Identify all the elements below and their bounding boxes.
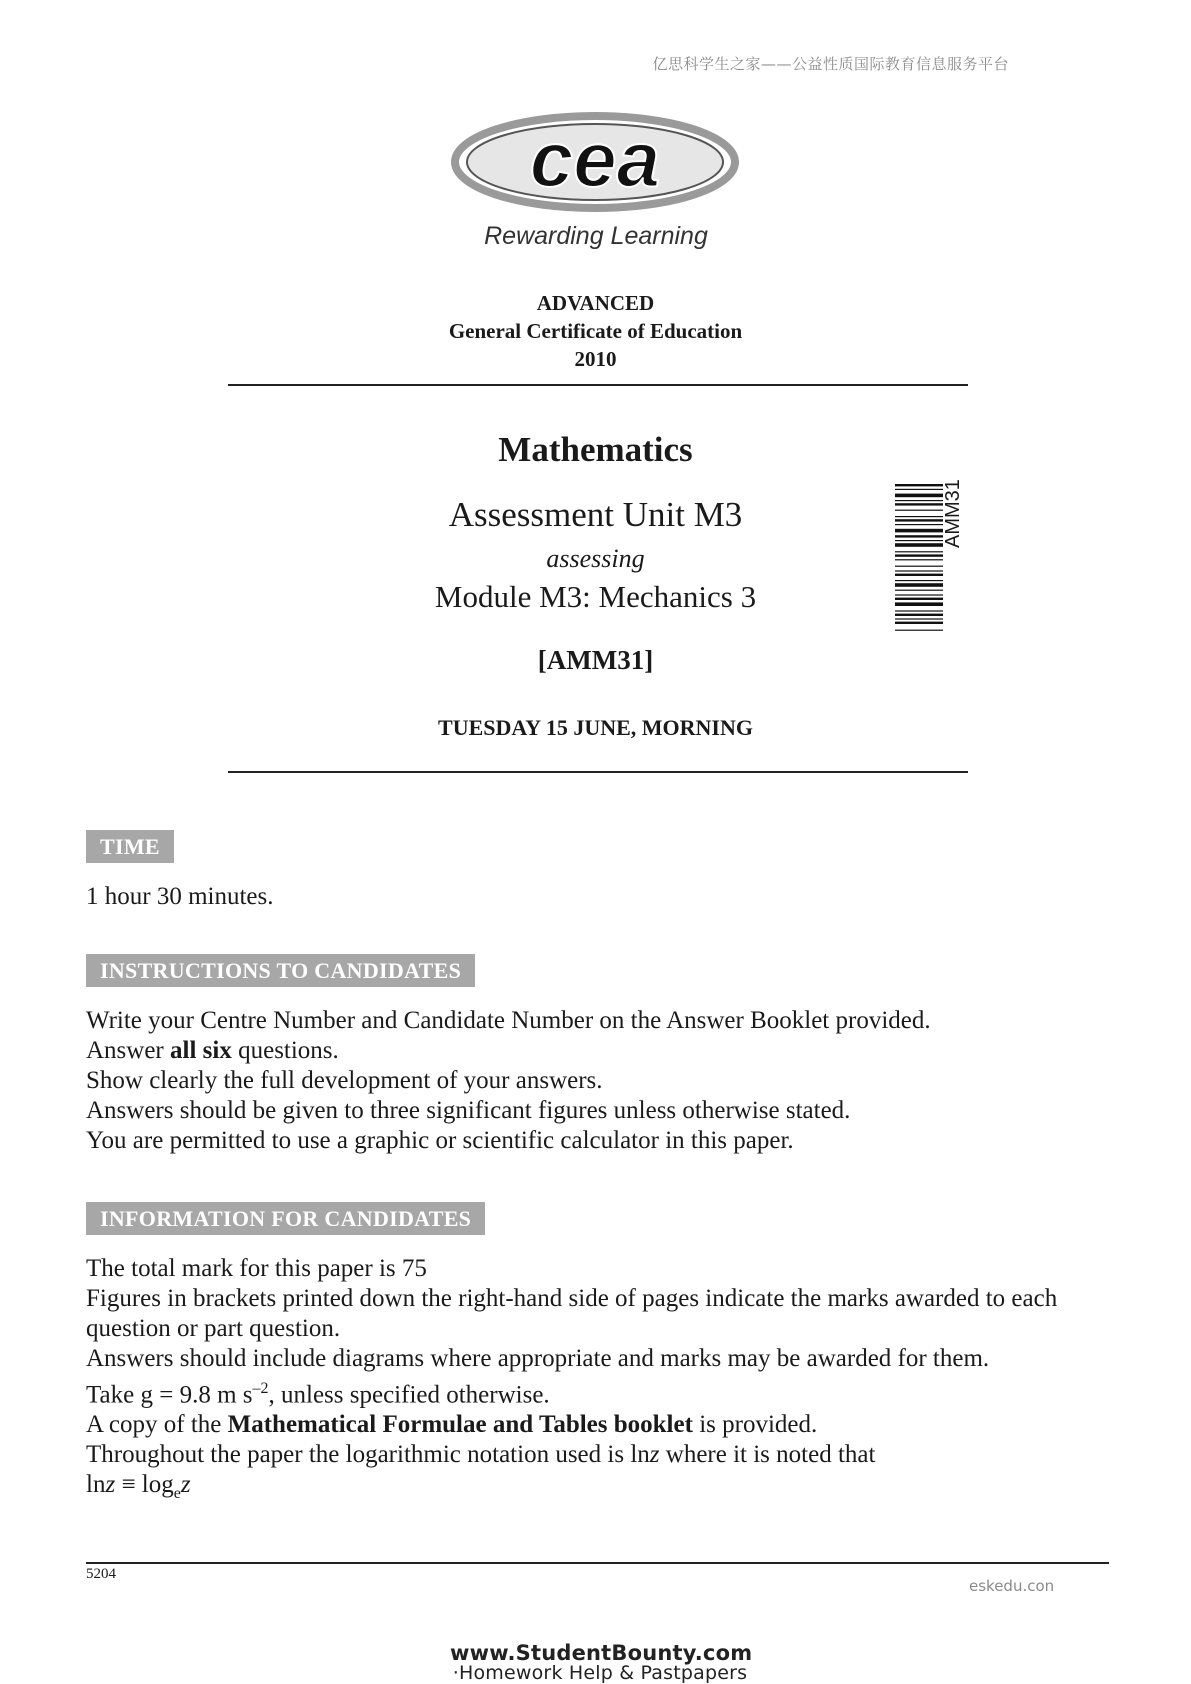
information-line: Answers should include diagrams where appropriate and marks may be awarded for them. [86,1345,990,1372]
instruction-line: Show clearly the full development of your answers. [86,1067,603,1094]
exam-module: Module M3: Mechanics 3 [434,579,757,614]
cea-logo [450,112,740,212]
footer-code: 5204 [86,1566,116,1582]
logo-tagline: Rewarding Learning [484,222,708,250]
instruction-line: Answers should be given to three significant figures unless otherwise stated. [86,1097,851,1124]
exam-assessing: assessing [546,544,645,573]
logo-wordmark: cea [529,115,661,203]
information-line: A copy of the Mathematical Formulae and Tables booklet is provided. [86,1411,818,1439]
instructions-label: INSTRUCTIONS TO CANDIDATES [86,954,475,987]
footer-site: eskedu.con [969,1577,1055,1595]
instruction-emphasis: all six [170,1037,232,1064]
information-section [86,1206,485,1232]
header-note: 亿思科学生之家——公益性质国际教育信息服务平台 [652,55,1009,73]
time-section [86,834,174,860]
instruction-line: Answer all six questions. [86,1037,339,1064]
watermark-url: www.StudentBounty.com [450,1641,753,1665]
time-label: TIME [86,830,174,863]
instructions-body [86,1006,931,1156]
instruction-line: You are permitted to use a graphic or scientific calculator in this paper. [86,1127,794,1154]
time-value: 1 hour 30 minutes. [86,883,274,910]
exam-qualification: General Certificate of Education [448,319,743,343]
watermark-tagline: ·Homework Help & Pastpapers [452,1662,748,1684]
information-line: $\ln z \equiv \log_ez$ [86,1471,191,1503]
information-line: Take g = 9.8 m $s^{-2}$, unless specified otherwise. [86,1380,550,1409]
bottom-divider [228,771,968,773]
exam-year: 2010 [574,347,617,371]
information-line: Figures in brackets printed down the right-hand side of pages indicate the marks awarded to each [86,1285,1058,1312]
exam-date: TUESDAY 15 JUNE, MORNING [438,715,753,740]
exam-level: ADVANCED [536,291,655,315]
watermark [450,1641,753,1684]
barcode-label: AMM31 [942,479,964,548]
exam-unit: Assessment Unit M3 [448,495,743,534]
formulae-booklet-emphasis: Mathematical Formulae and Tables booklet [227,1411,693,1439]
information-label: INFORMATION FOR CANDIDATES [86,1202,485,1235]
information-line: question or part question. [86,1315,341,1342]
barcode [895,484,943,678]
information-body [86,1254,1057,1509]
instructions-section [86,958,475,984]
footer-divider [86,1562,1109,1564]
top-divider [228,384,968,386]
exam-subject: Mathematics [498,430,693,469]
exam-code: [AMM31] [537,645,654,675]
instruction-line: Write your Centre Number and Candidate Number on the Answer Booklet provided. [86,1007,931,1034]
information-line: Throughout the paper the logarithmic notation used is lnz where it is noted that [86,1441,876,1469]
information-line: The total mark for this paper is 75 [86,1255,427,1282]
